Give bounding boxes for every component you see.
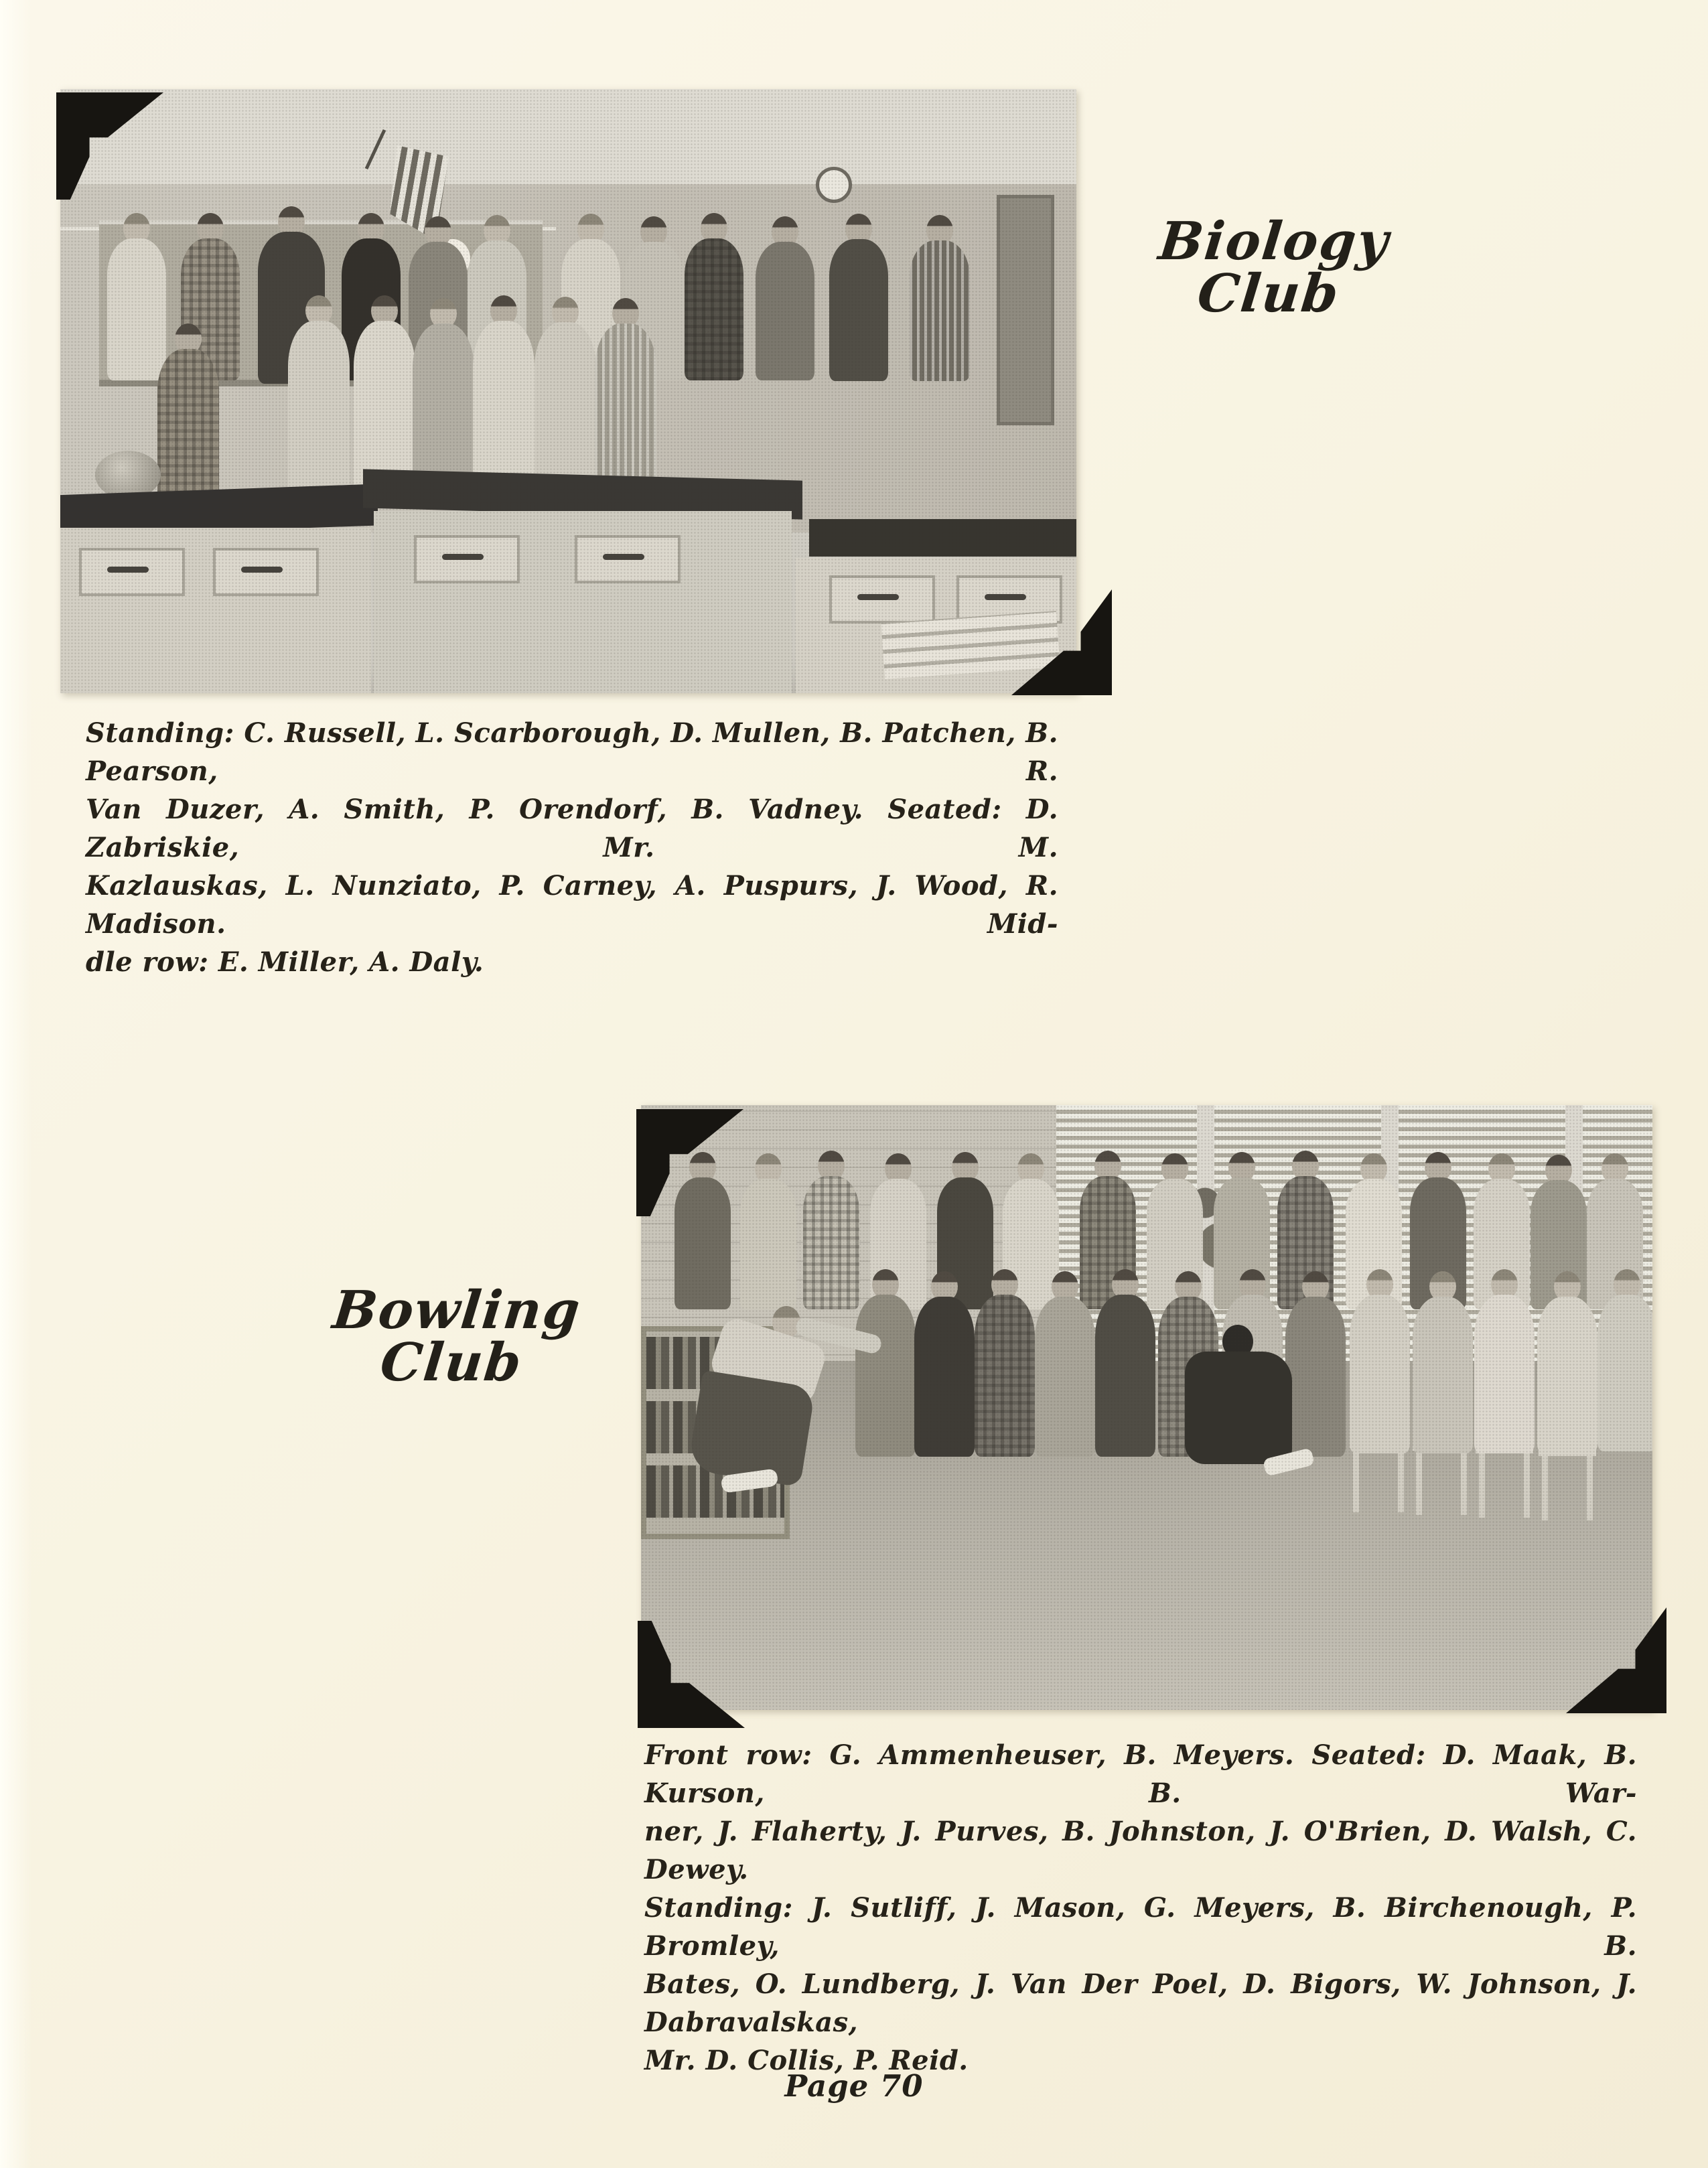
person-figure — [157, 323, 219, 511]
person-figure — [413, 298, 474, 496]
bowler-figure-skirt — [687, 1370, 815, 1488]
person-figure — [1035, 1271, 1095, 1457]
caption-line: Standing: C. Russell, L. Scarborough, D. Mullen, B. Patchen, B. Pearson, R. — [86, 717, 1058, 787]
figure-torso — [535, 322, 596, 496]
person-figure — [740, 1153, 796, 1309]
lab-table-cabinet — [60, 528, 371, 693]
figure-torso — [756, 242, 814, 380]
figure-torso — [803, 1176, 859, 1309]
figure-torso — [1413, 1297, 1473, 1453]
drawer — [829, 575, 935, 624]
figure-torso — [740, 1179, 796, 1309]
person-figure — [473, 295, 535, 496]
lab-table — [809, 519, 1076, 557]
person-figure — [914, 1271, 975, 1457]
person-figure — [855, 1269, 916, 1457]
figure-torso — [910, 240, 970, 381]
drawer — [575, 535, 681, 583]
figure-torso — [1285, 1297, 1346, 1457]
bowling-club-caption — [644, 1736, 1637, 2080]
biology-club-title: Biology Club — [1155, 211, 1393, 324]
figure-torso — [1035, 1297, 1095, 1457]
crouching-figure-body — [1185, 1352, 1292, 1464]
figure-torso — [1597, 1295, 1652, 1451]
biology-club-caption — [86, 714, 1058, 981]
figure-torso — [157, 349, 219, 511]
person-figure — [1597, 1269, 1652, 1451]
figure-torso — [473, 321, 535, 496]
person-figure — [674, 1152, 731, 1309]
biology-club-photo — [60, 89, 1076, 693]
bowling-club-title: Bowling Club — [330, 1280, 584, 1393]
caption-line: Kazlauskas, L. Nunziato, P. Carney, A. Puspurs, J. Wood, R. Madison. Mid- — [86, 870, 1058, 940]
person-figure — [975, 1269, 1035, 1457]
person-figure — [535, 297, 596, 496]
person-figure — [1413, 1271, 1473, 1453]
caption-line: Mr. D. Collis, P. Reid. — [644, 2045, 969, 2076]
person-figure — [1285, 1271, 1346, 1457]
figure-torso — [914, 1297, 975, 1457]
person-figure — [288, 295, 350, 496]
drawer — [79, 548, 185, 596]
figure-torso — [829, 239, 888, 381]
person-figure — [1095, 1269, 1155, 1457]
figure-torso — [288, 321, 350, 496]
caption-line: ner, J. Flaherty, J. Purves, B. Johnston, J. O'Brien, D. Walsh, C. Dewey. — [644, 1816, 1637, 1885]
person-figure — [595, 298, 656, 496]
caption-line: Front row: G. Ammenheuser, B. Meyers. Seated: D. Maak, B. Kurson, B. War- — [644, 1739, 1637, 1809]
caption-line: Standing: J. Sutliff, J. Mason, G. Meyers, B. Birchenough, P. Bromley, B. — [644, 1892, 1637, 1962]
figure-torso — [1537, 1297, 1597, 1453]
person-figure — [1537, 1271, 1597, 1453]
page-number: Page 70 — [784, 2068, 924, 2104]
person-figure — [910, 215, 970, 381]
lab-table-cabinet — [374, 511, 792, 693]
bowling-club-photo — [641, 1105, 1652, 1710]
figure-torso — [595, 323, 656, 496]
figure-torso — [975, 1295, 1035, 1457]
person-figure — [354, 295, 415, 496]
figure-torso — [674, 1177, 731, 1309]
caption-line: Van Duzer, A. Smith, P. Orendorf, B. Vadney. Seated: D. Zabriskie, Mr. M. — [86, 794, 1058, 863]
figure-torso — [855, 1295, 916, 1457]
figure-torso — [1474, 1295, 1535, 1453]
figure-torso — [1095, 1295, 1155, 1457]
person-figure — [1350, 1269, 1410, 1453]
person-figure — [1474, 1269, 1535, 1453]
drawer — [414, 535, 520, 583]
person-figure — [803, 1151, 859, 1309]
caption-line: Bates, O. Lundberg, J. Van Der Poel, D. Bigors, W. Johnson, J. Dabravalskas, — [644, 1968, 1637, 2038]
page-edge-highlight — [0, 0, 32, 2168]
caption-line: dle row: E. Miller, A. Daly. — [86, 946, 484, 978]
figure-torso — [1350, 1295, 1410, 1453]
person-figure — [829, 214, 888, 381]
figure-torso — [685, 238, 743, 380]
drawer — [213, 548, 319, 596]
person-figure — [756, 216, 814, 380]
person-figure — [685, 213, 743, 380]
